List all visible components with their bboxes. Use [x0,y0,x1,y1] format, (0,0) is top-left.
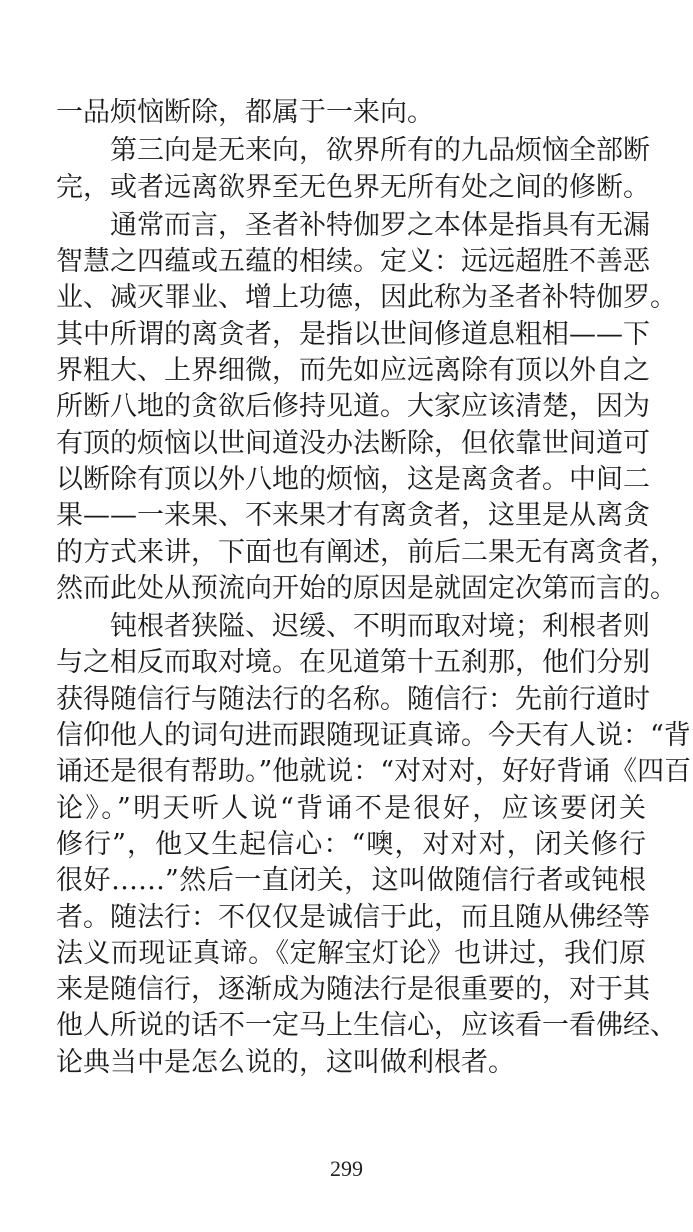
text-line: 所断八地的贪欲后修持见道。大家应该清楚，因为 [56,391,650,423]
text-line: 其中所谓的离贪者，是指以世间修道息粗相——下 [56,318,650,350]
paragraph [56,208,677,607]
paragraph [56,609,692,1081]
text-line: 然而此处从预流向开始的原因是就固定次第而言的。 [56,572,677,604]
text-line: 以断除有顶以外八地的烦恼，这是离贪者。中间二 [56,463,650,495]
text-line: 与之相反而取对境。在见道第十五刹那，他们分别 [56,647,650,679]
text-line: 有顶的烦恼以世间道没办法断除，但依靠世间道可 [56,427,650,459]
text-line: 智慧之四蕴或五蕴的相续。定义：远远超胜不善恶 [56,246,650,278]
text-line: 通常而言，圣者补特伽罗之本体是指具有无漏 [110,209,650,241]
text-line: 论典当中是怎么说的，这叫做利根者。 [56,1046,515,1078]
text-line: 界粗大、上界细微，而先如应远离除有顶以外自之 [56,355,650,387]
text-line: 信仰他人的词句进而跟随现证真谛。今天有人说：“背 [56,720,691,752]
page-body [56,95,692,1081]
text-line: 法义而现证真谛。《定解宝灯论》也讲过，我们原 [56,937,646,969]
paragraph [56,133,650,206]
page-number: 299 [330,1156,363,1181]
text-line: 第三向是无来向，欲界所有的九品烦恼全部断 [110,135,650,167]
text-line: 果——一来果、不来果才有离贪者，这里是从离贪 [56,500,650,532]
text-line: 他人所说的话不一定马上生信心，应该看一看佛经、 [56,1010,677,1042]
text-line: 业、减灭罪业、增上功德，因此称为圣者补特伽罗。 [56,282,677,314]
text-line: 论》。”明天听人说“背诵不是很好，应该要闭关 [56,792,646,824]
text-line: 修行”，他又生起信心：“噢，对对对，闭关修行 [56,828,646,860]
text-line: 很好……”然后一直闭关，这叫做随信行者或钝根 [56,865,646,897]
text-line: 的方式来讲，下面也有阐述，前后二果无有离贪者， [56,536,677,568]
text-line: 钝根者狭隘、迟缓、不明而取对境；利根者则 [110,611,650,643]
text-line: 来是随信行，逐渐成为随法行是很重要的，对于其 [56,974,650,1006]
text-line: 者。随法行：不仅仅是诚信于此，而且随从佛经等 [56,901,650,933]
text-line: 一品烦恼断除，都属于一来向。 [56,97,434,128]
paragraph [56,95,646,131]
text-line: 诵还是很有帮助。”他就说：“对对对，好好背诵《四百 [56,756,692,788]
text-line: 完，或者远离欲界至无色界无所有处之间的修断。 [56,171,650,203]
text-line: 获得随信行与随法行的名称。随信行：先前行道时 [56,683,650,715]
